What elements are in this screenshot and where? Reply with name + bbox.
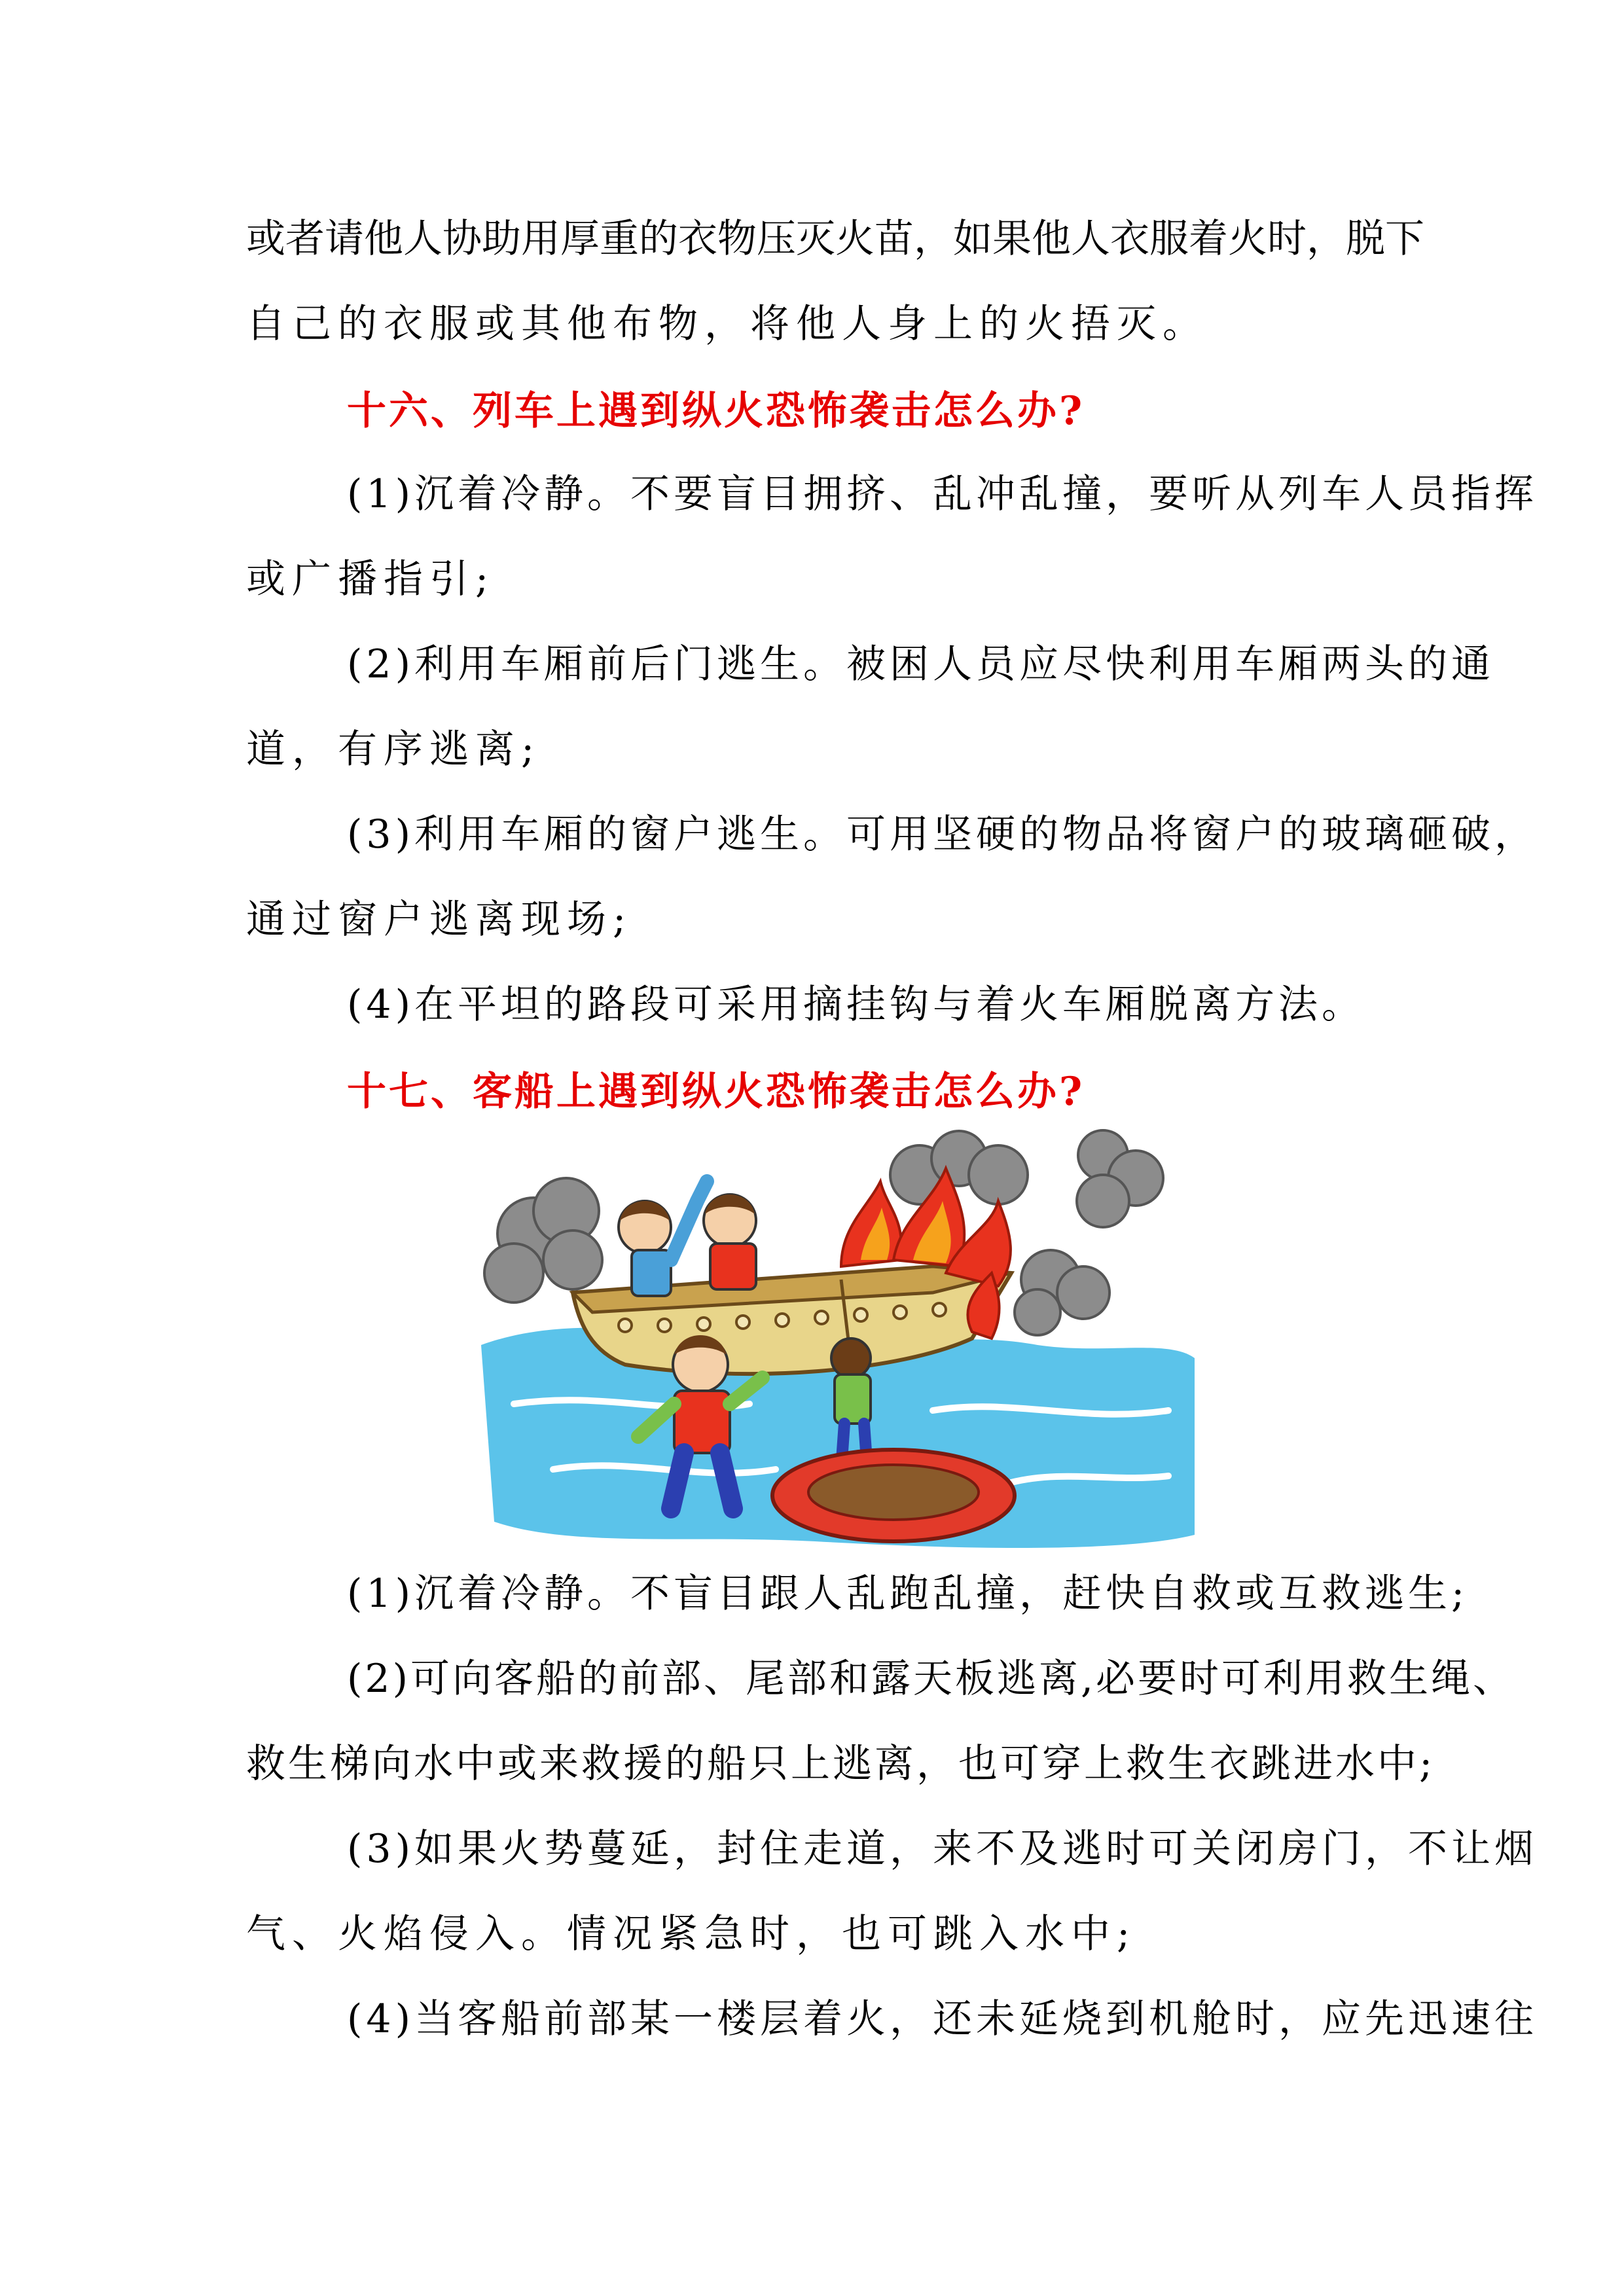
list-item-continuation: 通过窗户逃离现场; [246, 897, 633, 942]
list-item: (1)沉着冷静。不盲目跟人乱跑乱撞，赶快自救或互救逃生; [347, 1571, 1469, 1617]
list-item-continuation: 气、火焰侵入。情况紧急时，也可跳入水中; [246, 1911, 1137, 1957]
list-item: (4)在平坦的路段可采用摘挂钩与着火车厢脱离方法。 [347, 982, 1365, 1028]
paragraph-line: 自己的衣服或其他布物，将他人身上的火捂灭。 [246, 301, 1208, 347]
list-item: (3)如果火势蔓延，封住走道，来不及逃时可关闭房门，不让烟 [347, 1826, 1538, 1872]
list-item-continuation: 救生梯向水中或来救援的船只上逃离，也可穿上救生衣跳进水中; [246, 1741, 1435, 1787]
list-item: (4)当客船前部某一楼层着火，还未延烧到机舱时，应先迅速往 [347, 1996, 1538, 2042]
list-item-continuation: 或广播指引; [246, 556, 496, 602]
list-item: (2)利用车厢前后门逃生。被困人员应尽快利用车厢两头的通 [347, 641, 1494, 687]
section-heading-16: 十六、列车上遇到纵火恐怖袭击怎么办? [347, 388, 1085, 434]
paragraph-line: 或者请他人协助用厚重的衣物压灭火苗，如果他人衣服着火时，脱下 [246, 216, 1424, 262]
life-raft [772, 1450, 1015, 1541]
list-item-continuation: 道，有序逃离; [246, 726, 541, 772]
list-item: (3)利用车厢的窗户逃生。可用坚硬的物品将窗户的玻璃砸破， [347, 812, 1538, 857]
person-on-boat-right [704, 1194, 756, 1289]
list-item: (1)沉着冷静。不要盲目拥挤、乱冲乱撞，要听从列车人员指挥 [347, 471, 1538, 517]
section-heading-17: 十七、客船上遇到纵火恐怖袭击怎么办? [347, 1069, 1085, 1115]
boat-fire-illustration [475, 1129, 1201, 1554]
person-on-boat-left [619, 1181, 707, 1296]
list-item: (2)可向客船的前部、尾部和露天板逃离,必要时可利用救生绳、 [347, 1656, 1515, 1702]
